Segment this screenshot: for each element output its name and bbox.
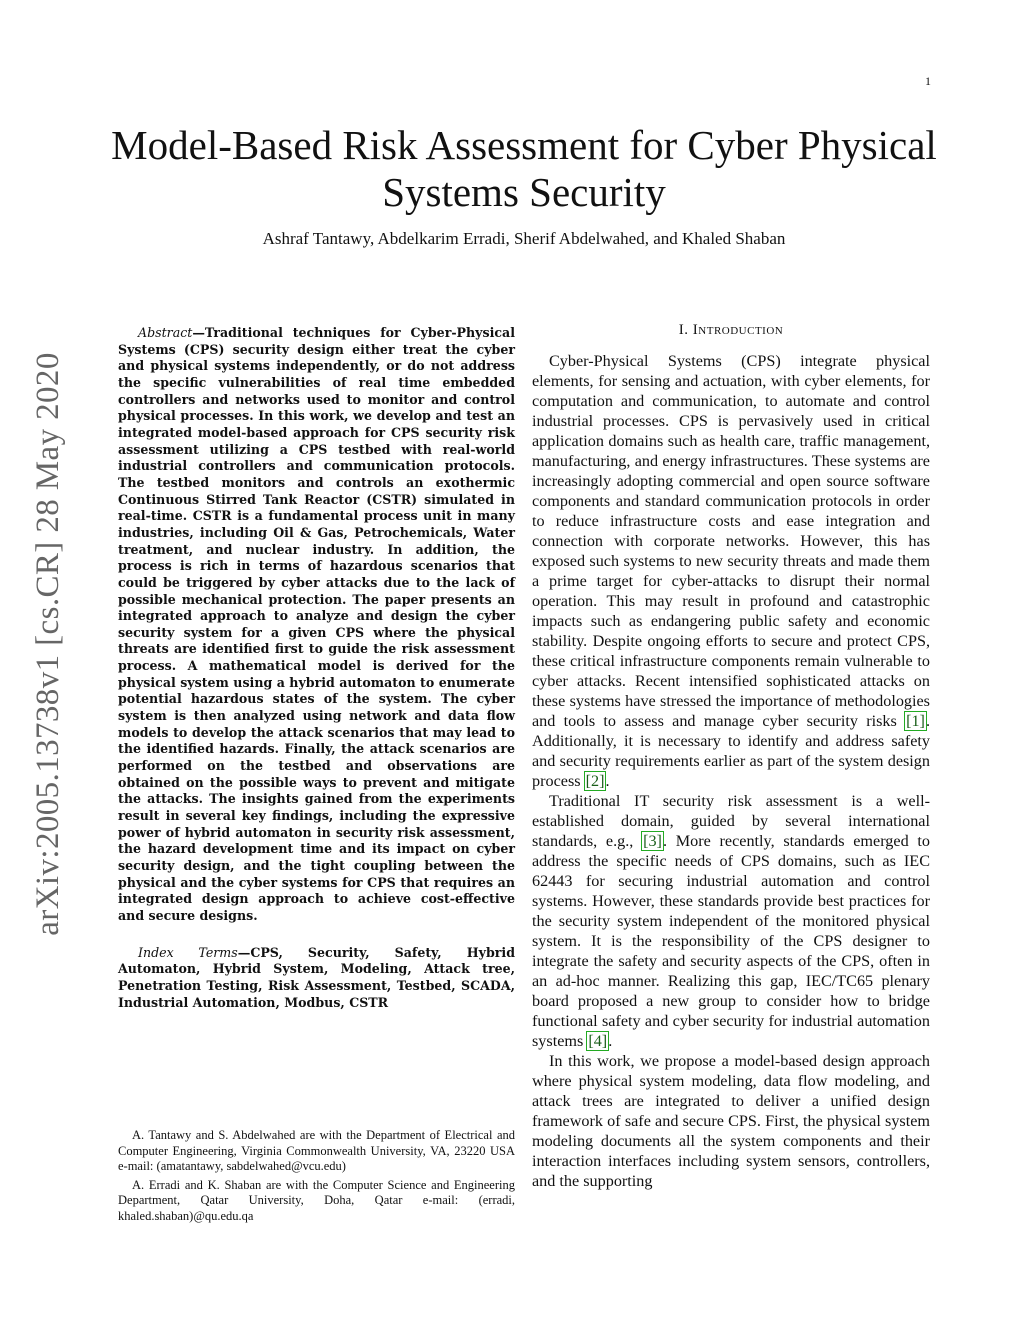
paragraph-text: . xyxy=(608,1032,613,1050)
index-terms-text: CPS, Security, Safety, Hybrid Automaton, Hybrid System, Modeling, Attack tree, Penetration Testing, Risk Assessment, Testbed, SCADA, Industrial Automation, Modbus, CSTR xyxy=(118,944,515,1010)
paragraph-text: . More recently, standards emerged to address the specific needs of CPS domains, such as IEC 62443 for securing industrial automation and control systems. However, these standards provide best practices for the security system independent of the monitored physical system. It is the responsibility of the CPS designer to integrate the safety and security aspects of the CPS, often in an ad-hoc manner. Realizing this gap, IEC/TC65 plenary board proposed a new group to consider how to bridge functional safety and cyber security for industrial automation systems xyxy=(532,832,930,1050)
citation-link[interactable]: [3] xyxy=(643,832,662,850)
index-terms-dash: — xyxy=(237,944,251,960)
intro-paragraph-1 xyxy=(532,351,930,791)
index-terms xyxy=(118,945,515,1012)
abstract-text: Traditional techniques for Cyber-Physical Systems (CPS) security design either treat the cyber and physical systems independently, or do not address the specific vulnerabilities of real time embedded controllers and networks used to monitor and control physical processes. In this work, we develop and test an integrated model-based approach for CPS security risk assessment utilizing a CPS testbed with real-world industrial controllers and communication protocols. The testbed monitors and controls an exothermic Continuous Stirred Tank Reactor (CSTR) simulated in real-time. CSTR is a fundamental process unit in many industries, including Oil & Gas, Petrochemicals, Water treatment, and nuclear industry. In addition, the process is rich in terms of hazardous scenarios that could be triggered by cyber attacks due to the lack of possible mechanical protection. The paper presents an integrated approach to analyze and design the cyber security system for a given CPS where the physical threats are identified first to guide the risk assessment process. A mathematical model is derived for the physical system using a hybrid automaton to enumerate potential hazardous states of the system. The cyber system is then analyzed using network and data flow models to develop the attack scenarios that may lead to the identified hazards. Finally, the attack scenarios are performed on the testbed and observations are obtained on the possible ways to prevent and mitigate the attacks. The insights gained from the experiments result in several key findings, including the expressive power of hybrid automaton in security risk assessment, the hazard development time and its impact on cyber security design, and the tight coupling between the physical and the cyber systems for CPS that requires an integrated design approach to achieve cost-effective and secure designs. xyxy=(118,325,515,923)
paragraph-text: In this work, we propose a model-based design approach where physical system modeling, data flow modeling, and attack trees are integrated to deliver a unified design framework of safe and secure CPS. First, the physical system modeling documents all the system components and their interaction interfaces including system sensors, controllers, and the supporting xyxy=(532,1052,930,1190)
paragraph-text: . xyxy=(605,772,610,790)
footnote-affiliation-vcu: A. Tantawy and S. Abdelwahed are with the Department of Electrical and Computer Engineering, Virginia Commonwealth University, VA, 23220 USA e-mail: (amatantawy, sabdelwahed@vcu.edu) xyxy=(118,1128,515,1173)
arxiv-identifier-stamp[interactable]: arXiv:2005.13738v1 [cs.CR] 28 May 2020 xyxy=(29,352,66,936)
paragraph-text: Traditional IT security risk assessment is a well-established domain, guided by several international standards, e.g., xyxy=(532,792,930,850)
citation-link[interactable]: [1] xyxy=(906,712,925,730)
author-footnotes xyxy=(118,1128,515,1224)
citation-link[interactable]: [2] xyxy=(585,772,605,790)
section-heading-introduction xyxy=(532,322,930,339)
abstract-label: Abstract xyxy=(138,325,193,340)
citation-link[interactable]: [4] xyxy=(588,1032,608,1050)
intro-paragraph-2 xyxy=(532,791,930,1051)
paragraph-text: . Additionally, it is necessary to identify and address safety and security requirements earlier as part of the system design process xyxy=(532,712,930,790)
right-column xyxy=(532,322,930,1191)
left-column xyxy=(118,325,515,1011)
author-list: Ashraf Tantawy, Abdelkarim Erradi, Sherif Abdelwahed, and Khaled Shaban xyxy=(262,229,786,248)
section-numeral: I. xyxy=(678,322,689,338)
paper-title: Model-Based Risk Assessment for Cyber Physical Systems Security xyxy=(111,122,937,215)
index-terms-label: Index Terms xyxy=(138,944,238,960)
intro-paragraph-3 xyxy=(532,1051,930,1191)
page-number: 1 xyxy=(925,74,931,88)
abstract-dash: — xyxy=(192,325,205,340)
abstract xyxy=(118,325,515,925)
footnote-affiliation-qu: A. Erradi and K. Shaban are with the Computer Science and Engineering Department, Qatar University, Doha, Qatar e-mail: (erradi, khaled.shaban)@qu.edu.qa xyxy=(118,1177,515,1223)
paragraph-text: Cyber-Physical Systems (CPS) integrate physical elements, for sensing and actuation, with cyber elements, for computation and communication, to automate and control industrial processes. CPS is pervasively used in critical application domains such as health care, traffic management, manufacturing, and energy infrastructures. These systems are increasingly adopting commercial and open source software components and standard communication protocols in order to reduce infrastructure costs and ease integration and connection with corporate networks. However, this has exposed such systems to new security threats and made them a prime target for cyber-attacks to disrupt their normal operation. This may result in profound and catastrophic impacts such as endangering public safety and economic stability. Despite ongoing efforts to secure and protect CPS, these critical infrastructure components remain vulnerable to cyber attacks. Recent intensified sophisticated attacks on these systems have stressed the importance of methodologies and tools to assess and manage cyber security risks xyxy=(532,352,930,730)
section-title: Introduction xyxy=(692,322,784,338)
